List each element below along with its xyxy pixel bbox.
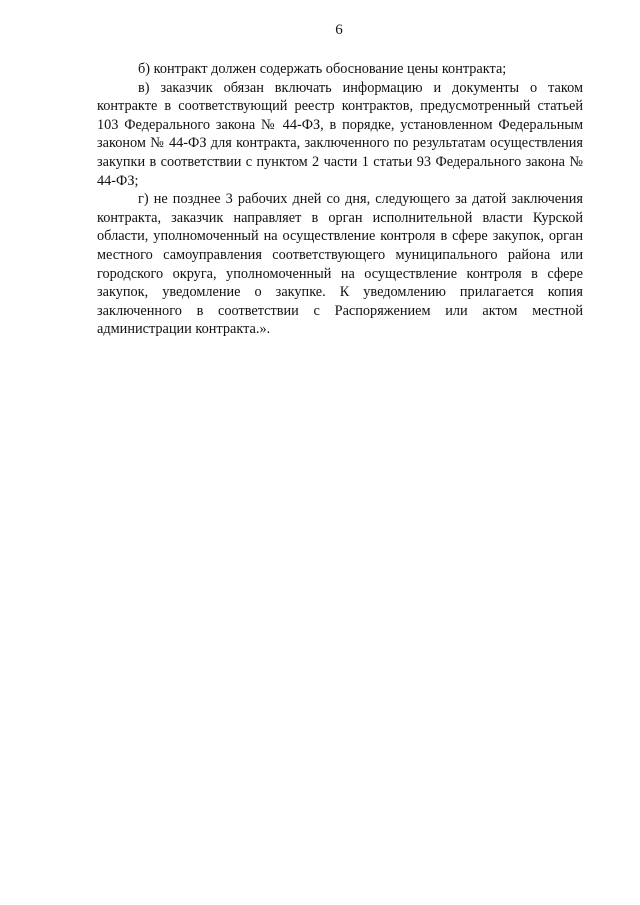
paragraph-g: г) не позднее 3 рабочих дней со дня, следующего за датой заключения контракта, заказчик направляет в орган исполнительной власти Курской области, уполномоченный на осуществление контроля в сфере закупок, орган местного самоуправления соответствующего муниципального района или городского округа, уполномоченный на осуществление контроля в сфере закупок, уведомление о закупке. К уведомлению прилагается копия заключенного в соответствии с Распоряжением или актом местной администрации контракта.». [97,191,583,338]
paragraph-v: в) заказчик обязан включать информацию и документы о таком контракте в соответствующий реестр контрактов, предусмотренный статьей 103 Федерального закона № 44-ФЗ, в порядке, установленном Федеральным законом № 44-ФЗ для контракта, заключенного по результатам осуществления закупки в соответствии с пунктом 2 части 1 статьи 93 Федерального закона № 44-ФЗ; [97,79,583,189]
page-number: 6 [335,22,343,38]
paragraph-b: б) контракт должен содержать обоснование цены контракта; [138,61,507,77]
document-body [97,60,583,339]
